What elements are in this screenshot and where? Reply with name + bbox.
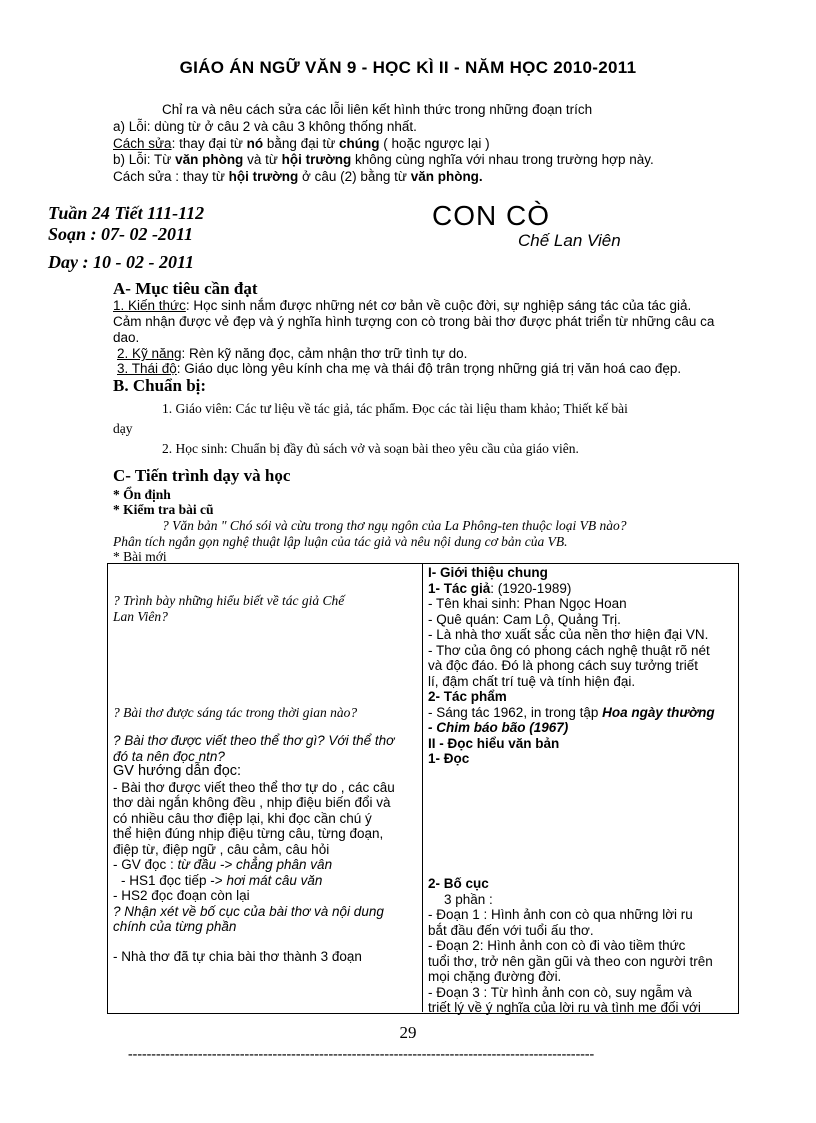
p6: - Đoạn 3 : Từ hình ảnh con cò, suy ngẫm và [428,984,692,1000]
b-text2: và từ [243,152,282,167]
fix2-text1: Cách sửa : thay từ [113,169,229,184]
gv-guide: GV hướng dẫn đọc: [113,763,242,779]
fix1-text2: bằng đại từ [263,136,339,151]
a-l5-text: : Giáo dục lòng yêu kính cha mẹ và thái độ trân trọng những giá trị văn hoá cao đẹp. [176,361,682,376]
kiem-tra-q1: ? Văn bản " Chó sói và cừu trong thơ ngụ ngôn của La Phông-ten thuộc loại VB nào? [162,518,627,533]
guide-line-8: - HS2 đọc đoạn còn lại [113,888,250,903]
fix1-text1: : thay đại từ [171,136,247,151]
q-author-2: Lan Viên? [113,608,168,624]
h-author-years: : (1920-1989) [490,580,572,596]
h-structure: 2- Bố cục [428,876,489,891]
fix1-text3: ( hoặc ngược lại ) [379,136,490,151]
p7: triết lý về ý nghĩa của lời ru và tình mẹ đối với [428,1000,701,1015]
intro-line-a: a) Lỗi: dùng từ ở câu 2 và câu 3 không thống nhất. [113,119,417,134]
a-l5-label: 3. Thái độ [117,361,177,376]
a-l1-label: 1. Kiến thức [113,298,186,313]
table-left-column [113,593,418,624]
section-a-line4 [117,346,467,361]
section-c-heading: C- Tiến trình dạy và học [113,466,291,485]
table-right-structure [428,876,733,1016]
b-text1: b) Lỗi: Từ [113,152,176,167]
p0: 3 phần : [444,891,493,907]
guide-line-4: thể hiện đúng nhịp điệu từng câu, từng đoạn, [113,826,384,841]
answer-struct: - Nhà thơ đã tự chia bài thơ thành 3 đoạn [113,949,362,964]
b-bold2: hội trường [281,152,352,167]
r7a: - Sáng tác 1962, in trong tập [428,704,603,720]
kiem-tra-q2: Phân tích ngắn gọn nghệ thuật lập luận của tác giả và nêu nội dung cơ bản của VB. [113,534,568,549]
p4: tuổi thơ, trở nên gần gũi và theo con người trên [428,953,713,969]
fix1-bold1: nó [246,136,264,151]
fix2-text2: ở câu (2) bằng từ [298,169,411,184]
intro-fix1 [113,136,490,151]
r1: - Tên khai sinh: Phan Ngọc Hoan [428,596,627,611]
b-text3: không cùng nghĩa với nhau trong trường hợp này. [351,152,654,167]
table-divider [422,563,423,1012]
guide-line-5: điệp từ, điệp ngữ , câu cảm, câu hỏi [113,841,330,857]
guide-line-2: thơ dài ngắn không đều , nhịp điệu biến đổi và [113,795,391,810]
r5: và độc đáo. Đó là phong cách suy tưởng triết [428,658,699,673]
guide-line-3: có nhiều câu thơ điệp lại, khi đọc cần chú ý [113,810,372,826]
a-l1-text: : Học sinh nắm được những nét cơ bản về cuộc đời, sự nghiệp sáng tác của tác giả. [185,298,692,313]
on-dinh: * Ổn định [113,487,171,502]
g6a: - GV đọc : [113,857,178,872]
bai-moi: * Bài mới [113,549,167,564]
intro-fix2 [113,169,483,184]
q-struct-1: ? Nhận xét về bố cục của bài thơ và nội dung [113,903,384,919]
kiem-tra: * Kiểm tra bài cũ [113,502,214,517]
r2: - Quê quán: Cam Lộ, Quảng Trị. [428,611,621,627]
lesson-soan: Soạn : 07- 02 -2011 [48,224,194,244]
footer-rule: ---------------------------------------------------------------------------------------------------- [128,1047,595,1062]
q-struct-2: chính của từng phần [113,919,237,934]
b-bold1: văn phòng [175,152,244,167]
intro-line-b [113,152,654,167]
h-author-label: 1- Tác giả [428,580,491,596]
g6b: từ đầu -> chẳng phân vân [177,857,333,872]
p3: - Đoạn 2: Hình ảnh con cò đi vào tiềm thức [428,938,686,953]
a-l4-label: 2. Kỹ năng [117,346,182,361]
h-read-section: II - Đọc hiểu văn bản [428,735,560,751]
fix1-bold2: chúng [338,136,380,151]
fix1-label: Cách sửa [113,136,172,151]
fix2-bold1: hội trường [228,169,299,184]
g7a: - HS1 đọc tiếp -> [121,872,227,888]
section-a-line5 [117,361,681,376]
section-b-line1b: dạy [113,421,133,436]
r7 [428,705,733,721]
guide-line-7 [113,873,395,889]
r3: - Là nhà thơ xuất sắc của nền thơ hiện đại VN. [428,627,709,642]
section-a-line2: Cảm nhận được vẻ đẹp và ý nghĩa hình tượng con cò trong bài thơ được phát triển từ những câu ca [113,314,715,329]
section-b-heading: B. Chuẩn bị: [113,376,207,395]
q-form-2: đó ta nên đọc ntn? [113,748,225,764]
g7b: hơi mát câu văn [226,872,323,888]
h-read: 1- Đọc [428,751,470,766]
fix2-bold2: văn phòng. [410,169,483,184]
a-l4-text: : Rèn kỹ năng đọc, cảm nhận thơ trữ tình tự do. [181,346,468,361]
q-author-1: ? Trình bày những hiểu biết về tác giả Chế [113,593,345,608]
section-a-heading: A- Mục tiêu cần đạt [113,279,258,298]
poem-author: Chế Lan Viên [518,231,621,250]
p2: bắt đầu đến với tuổi ấu thơ. [428,922,594,938]
h-author [428,581,733,597]
table-left-guide [113,733,395,935]
lesson-week: Tuần 24 Tiết 111-112 [48,203,205,223]
section-a-line1 [113,298,691,313]
q-form-1: ? Bài thơ được viết theo thể thơ gì? Với thể thơ [113,733,395,748]
section-b-line1: 1. Giáo viên: Các tư liệu về tác giả, tác phẩm. Đọc các tài liệu tham khảo; Thiết kế bài [162,401,628,416]
table-right-column [428,565,733,767]
intro-line1: Chỉ ra và nêu cách sửa các lỗi liên kết hình thức trong những đoạn trích [162,102,593,117]
r7b: Hoa ngày thường [602,704,715,720]
r6: lí, đậm chất trí tuệ và tính hiện đại. [428,673,636,689]
h-intro: I- Giới thiệu chung [428,565,548,580]
guide-line-6 [113,857,395,873]
page-header-title: GIÁO ÁN NGỮ VĂN 9 - HỌC KÌ II - NĂM HỌC 2010-2011 [179,58,637,77]
guide-line-1: - Bài thơ được viết theo thể thơ tự do , các câu [113,779,395,795]
q-time: ? Bài thơ được sáng tác trong thời gian nào? [113,705,358,720]
section-a-line3: dao. [113,330,140,345]
poem-title: CON CÒ [432,200,550,231]
page-number: 29 [399,1023,417,1042]
r4: - Thơ của ông có phong cách nghệ thuật rõ nét [428,642,710,658]
r8: - Chim báo bão (1967) [428,720,569,735]
lesson-day: Day : 10 - 02 - 2011 [48,252,194,272]
h-work: 2- Tác phẩm [428,689,507,704]
p1: - Đoạn 1 : Hình ảnh con cò qua những lời ru [428,907,693,922]
p5: mọi chặng đường đời. [428,969,562,984]
section-b-line2: 2. Học sinh: Chuẩn bị đầy đủ sách vở và soạn bài theo yêu cầu của giáo viên. [162,441,579,456]
